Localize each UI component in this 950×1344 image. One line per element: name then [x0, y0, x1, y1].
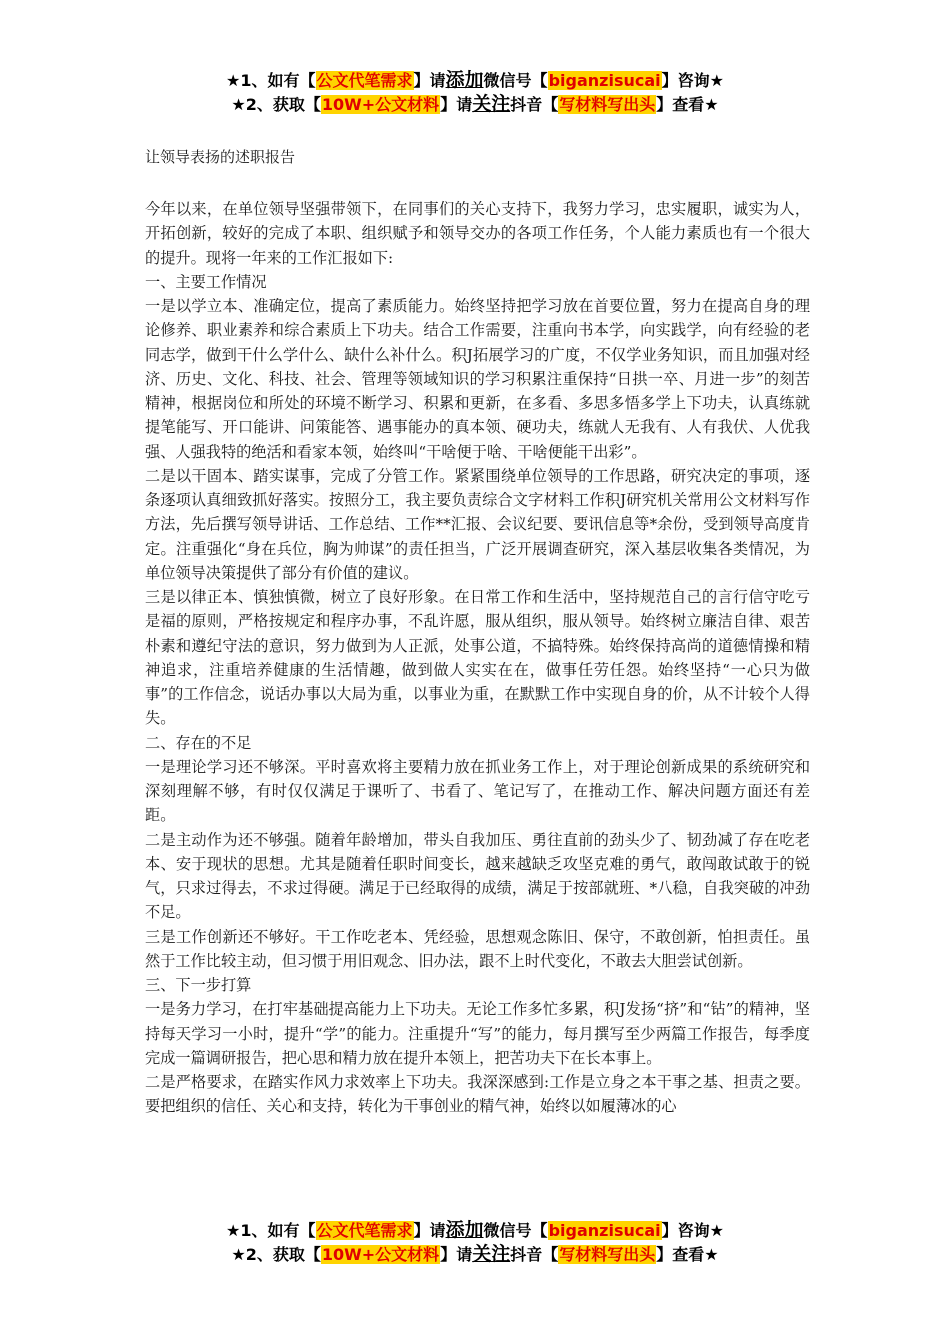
- promo-text: ★2、获取【: [231, 1245, 321, 1264]
- promo-text: 】请: [440, 95, 473, 114]
- promo-highlight: 10W+公文材料: [321, 1245, 440, 1264]
- document-body: [145, 197, 810, 1119]
- promo-text: 】查看★: [656, 95, 719, 114]
- paragraph: 三是工作创新还不够好。干工作吃老本、凭经验，思想观念陈旧、保守，不敢创新，怕担责任。虽然于工作比较主动，但习惯于用旧观念、旧办法，跟不上时代变化，不敢去大胆尝试创新。: [145, 927, 810, 970]
- promo-highlight: biganzisucai: [548, 1221, 661, 1240]
- promo-text: 微信号【: [483, 1221, 548, 1240]
- promo-text: 】请: [413, 71, 446, 90]
- paragraph: 二是严格要求，在踏实作风力求效率上下功夫。我深深感到:工作是立身之本干事之基、担责之要。要把组织的信任、关心和支持，转化为干事创业的精气神，始终以如履薄冰的心: [145, 1073, 810, 1116]
- promo-banner-top: [0, 68, 950, 116]
- paragraph: 二是以干固本、踏实谋事，完成了分管工作。紧紧围绕单位领导的工作思路，研究决定的事项，逐条逐项认真细致抓好落实。按照分工，我主要负责综合文字材料工作积J研究机关常用公文材料写作方法，先后撰写领导讲话、工作总结、工作**汇报、会议纪要、要讯信息等*余份，受到领导高度肯定。注重强化“身在兵位，胸为帅谋”的责任担当，广泛开展调查研究，深入基层收集各类情况，为单位领导决策提供了部分有价值的建议。: [145, 466, 810, 582]
- promo-line-1: [0, 68, 950, 92]
- document-title: 让领导表扬的述职报告: [145, 148, 296, 166]
- promo-emphasis: 添加: [445, 69, 484, 91]
- promo-line-2: [0, 92, 950, 116]
- promo-emphasis: 关注: [472, 93, 511, 115]
- promo-text: 】咨询★: [661, 1221, 724, 1240]
- section-heading-shortcomings: 二、存在的不足: [145, 733, 252, 752]
- promo-text: 抖音【: [510, 1245, 559, 1264]
- promo-line-2: [0, 1242, 950, 1266]
- promo-highlight: 公文代笔需求: [316, 71, 413, 90]
- promo-text: ★1、如有【: [226, 1221, 316, 1240]
- promo-text: 抖音【: [510, 95, 559, 114]
- section-heading-plans: 三、下一步打算: [145, 976, 252, 994]
- promo-highlight: 10W+公文材料: [321, 95, 440, 114]
- section-heading-work: 一、主要工作情况: [145, 272, 267, 291]
- promo-emphasis: 添加: [445, 1219, 484, 1241]
- promo-text: 】请: [440, 1245, 473, 1264]
- intro-paragraph: 今年以来，在单位领导坚强带领下，在同事们的关心支持下，我努力学习，忠实履职，诚实为人，开拓创新，较好的完成了本职、组织赋予和领导交办的各项工作任务，个人能力素质也有一个很大的提升。现将一年来的工作汇报如下:: [145, 200, 810, 267]
- promo-highlight: 公文代笔需求: [316, 1221, 413, 1240]
- promo-text: 】请: [413, 1221, 446, 1240]
- paragraph: 一是理论学习还不够深。平时喜欢将主要精力放在抓业务工作上，对于理论创新成果的系统研究和深刻理解不够，有时仅仅满足于课听了、书看了、笔记写了，在推动工作、解决问题方面还有差距。: [145, 757, 810, 825]
- promo-emphasis: 关注: [472, 1243, 511, 1265]
- promo-text: 微信号【: [483, 71, 548, 90]
- promo-highlight: biganzisucai: [548, 71, 661, 90]
- promo-text: ★2、获取【: [231, 95, 321, 114]
- promo-highlight: 写材料写出头: [559, 95, 656, 114]
- promo-text: 】咨询★: [661, 71, 724, 90]
- paragraph: 二是主动作为还不够强。随着年龄增加，带头自我加压、勇往直前的劲头少了、韧劲减了存在吃老本、安于现状的思想。尤其是随着任职时间变长，越来越缺乏攻坚克难的勇气，敢闯敢试敢于的锐气，只求过得去，不求过得硬。满足于已经取得的成绩，满足于按部就班、*八稳，自我突破的冲劲不足。: [145, 830, 810, 922]
- paragraph: 一是以学立本、准确定位，提高了素质能力。始终坚持把学习放在首要位置，努力在提高自身的理论修养、职业素养和综合素质上下功夫。结合工作需要，注重向书本学，向实践学，向有经验的老同志学，做到干什么学什么、缺什么补什么。积J拓展学习的广度，不仅学业务知识，而且加强对经济、历史、文化、科技、社会、管理等领域知识的学习积累注重保持“日拱一卒、月进一步”的刻苦精神，根据岗位和所处的环境不断学习、积累和更新，在多看、多思多悟多学上下功夫，认真练就提笔能写、开口能讲、问策能答、遇事能办的真本领、硬功夫，练就人无我有、人有我伏、人优我强、人强我特的绝活和看家本领，始终叫“干啥便于啥、干啥便能干出彩”。: [145, 297, 810, 461]
- promo-text: ★1、如有【: [226, 71, 316, 90]
- paragraph: 三是以律正本、慎独慎微，树立了良好形象。在日常工作和生活中，坚持规范自己的言行信守吃亏是福的原则，严格按规定和程序办事，不乱许愿，服从组织，服从领导。始终树立廉洁自律、艰苦朴素和遵纪守法的意识，努力做到为人正派，处事公道，不搞特殊。始终保持高尚的道德情操和精神追求，注重培养健康的生活情趣，做到做人实实在在，做事任劳任怨。始终坚持“一心只为做事”的工作信念，说话办事以大局为重，以事业为重，在默默工作中实现自身的价，从不计较个人得失。: [145, 588, 810, 728]
- promo-line-1: [0, 1218, 950, 1242]
- promo-highlight: 写材料写出头: [559, 1245, 656, 1264]
- promo-banner-bottom: [0, 1218, 950, 1266]
- paragraph: 一是务力学习，在打牢基础提高能力上下功夫。无论工作多忙多累，积J发扬“挤”和“钻”的精神，坚持每天学习一小时，提升“学”的能力。注重提升“写”的能力，每月撰写至少两篇工作报告，每季度完成一篇调研报告，把心思和精力放在提升本领上，把苦功夫下在长本事上。: [145, 1000, 810, 1067]
- promo-text: 】查看★: [656, 1245, 719, 1264]
